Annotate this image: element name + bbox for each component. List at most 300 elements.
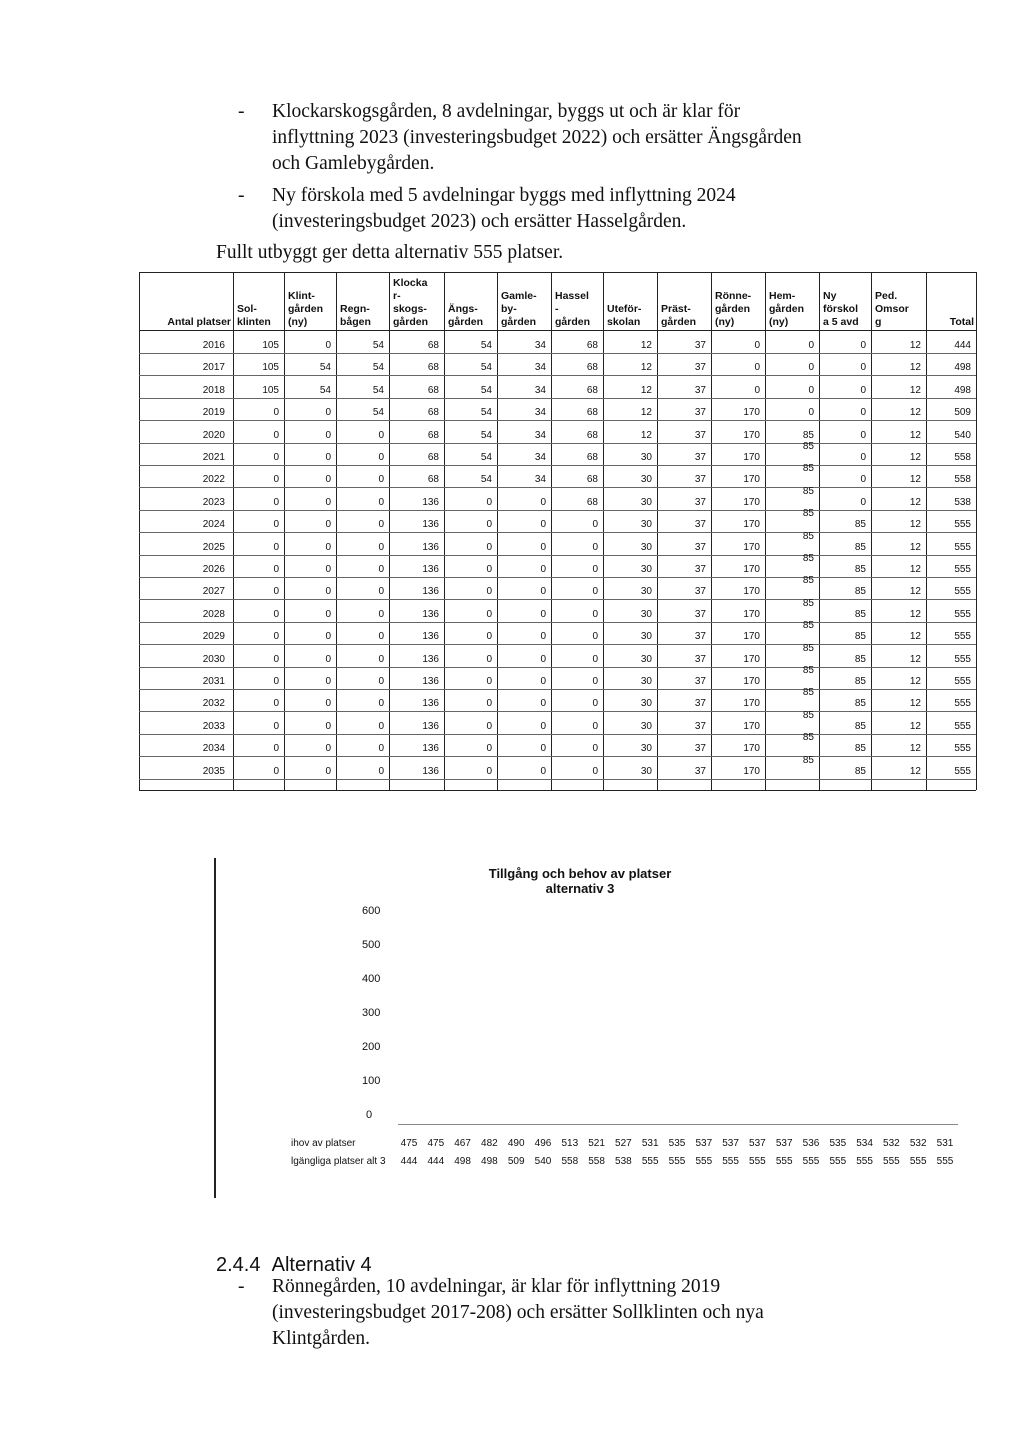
table-value-cell: 30 [640,720,652,732]
table-value-cell: 37 [694,541,706,553]
table-row-line [139,689,976,690]
table-value-cell: 12 [909,384,921,396]
table-value-cell: 0 [860,496,866,508]
table-value-cell: 12 [909,340,921,351]
table-value-cell: 68 [586,340,598,351]
table-value-cell: 0 [540,564,546,575]
table-value-cell: 12 [909,362,921,374]
table-value-cell: 0 [273,496,279,508]
series-value: 444 [427,1156,445,1167]
table-value-cell: 444 [954,340,971,351]
table-value-cell: 37 [694,720,706,732]
table-value-cell: 0 [486,586,492,598]
table-value-cell: 37 [694,519,706,531]
table-value-cell: 0 [273,653,279,665]
table-value-cell: 85 [854,564,866,575]
table-value-cell: 85 [854,519,866,531]
table-value-cell: 136 [422,608,439,620]
table-value-cell: 0 [325,720,331,732]
table-value-cell: 54 [319,362,331,374]
table-value-cell: 105 [262,340,279,351]
table-value-cell: 555 [954,653,971,665]
table-value-cell: 170 [743,496,760,508]
y-tick-label: 400 [362,973,381,985]
table-header-cell: r- [393,290,401,302]
table-value-cell: 68 [427,407,439,419]
table-value-cell: 0 [325,541,331,553]
table-value-cell: 0 [378,698,384,710]
table-value-cell: 0 [540,586,546,598]
table-value-cell: 170 [743,765,760,777]
table-value-cell: 54 [480,384,492,396]
table-value-cell: 0 [592,586,598,598]
table-value-cell: 170 [743,631,760,643]
table-value-cell: 509 [954,407,971,419]
table-year-cell: 2020 [202,429,225,441]
table-value-cell: 37 [694,653,706,665]
series-label: ihov av platser [291,1138,356,1149]
table-row-line [139,398,976,399]
table-value-cell: 85 [802,754,814,766]
table-value-cell: 54 [372,340,384,351]
table-header-cell: gården [555,316,591,328]
table-value-cell: 85 [802,485,814,497]
table-value-cell: 0 [325,631,331,643]
table-value-cell: 37 [694,407,706,419]
table-header-cell: skogs- [393,303,427,315]
table-value-cell: 0 [486,743,492,755]
table-value-cell: 30 [640,631,652,643]
table-value-cell: 0 [540,720,546,732]
table-header-cell: - [555,303,559,315]
table-value-cell: 0 [378,429,384,441]
places-table [139,272,976,820]
table-value-cell: 30 [640,586,652,598]
series-value: 532 [883,1138,900,1149]
table-value-cell: 37 [694,608,706,620]
table-row-line [139,487,976,488]
intro-bullet-1 [238,99,858,179]
series-value: 509 [507,1156,525,1167]
table-value-cell: 0 [808,384,814,396]
table-value-cell: 12 [909,541,921,553]
table-year-cell: 2033 [202,720,225,732]
table-value-cell: 136 [422,541,439,553]
table-value-cell: 12 [640,407,652,419]
table-value-cell: 34 [534,407,546,419]
table-value-cell: 0 [592,541,598,553]
table-value-cell: 170 [743,653,760,665]
table-value-cell: 37 [694,765,706,777]
series-value: 527 [615,1138,632,1149]
table-header-cell: Hassel [555,290,589,302]
table-value-cell: 0 [486,496,492,508]
series-value: 558 [588,1156,605,1167]
table-header-cell: Ny [823,290,837,302]
table-value-cell: 555 [954,519,971,531]
table-value-cell: 85 [802,732,814,744]
table-value-cell: 555 [954,765,971,777]
table-value-cell: 12 [640,429,652,441]
table-value-cell: 37 [694,631,706,643]
table-header-cell: Präst- [661,303,691,315]
table-value-cell: 0 [378,653,384,665]
section-title: Alternativ 4 [271,1254,372,1276]
table-value-cell: 85 [802,508,814,520]
table-year-cell: 2021 [202,452,225,463]
series-value: 521 [588,1138,605,1149]
table-value-cell: 30 [640,452,652,463]
table-value-cell: 85 [802,687,814,699]
table-header-cell: bågen [340,316,371,328]
series-value: 555 [802,1156,820,1167]
table-value-cell: 12 [909,452,921,463]
table-value-cell: 0 [273,698,279,710]
bullet-line: (investeringsbudget 2023) och ersätter Hasselgården. [272,211,687,232]
table-value-cell: 0 [540,653,546,665]
table-value-cell: 68 [586,452,598,463]
table-value-cell: 0 [592,564,598,575]
table-value-cell: 12 [909,653,921,665]
table-value-cell: 0 [378,564,384,575]
table-value-cell: 0 [860,407,866,419]
table-value-cell: 0 [592,743,598,755]
table-value-cell: 0 [540,765,546,777]
y-tick-label: 600 [362,905,381,917]
table-row-line [139,644,976,645]
table-value-cell: 68 [586,384,598,396]
table-year-cell: 2027 [202,586,225,598]
y-tick-label: 100 [362,1075,381,1087]
table-row-line [139,375,976,376]
table-value-cell: 136 [422,676,439,687]
table-value-cell: 170 [743,676,760,687]
series-value: 482 [481,1138,498,1149]
series-value: 467 [454,1138,471,1149]
series-value: 555 [775,1156,793,1167]
y-tick-label: 500 [362,939,381,951]
table-value-cell: 0 [486,631,492,643]
series-value: 558 [561,1156,579,1167]
table-value-cell: 0 [754,384,760,396]
series-value: 475 [427,1138,445,1149]
series-value: 498 [454,1156,471,1167]
table-value-cell: 34 [534,384,546,396]
series-value: 490 [507,1138,525,1149]
table-value-cell: 555 [954,676,971,687]
table-value-cell: 0 [540,743,546,755]
table-value-cell: 85 [802,575,814,587]
series-value: 555 [829,1156,847,1167]
table-value-cell: 0 [592,631,598,643]
table-value-cell: 0 [486,608,492,620]
table-value-cell: 0 [808,407,814,419]
table-value-cell: 0 [325,474,331,486]
table-year-cell: 2018 [202,384,225,396]
bullet-line: och Gamlebygården. [272,153,435,174]
series-value: 538 [615,1156,632,1167]
table-value-cell: 30 [640,541,652,553]
table-value-cell: 85 [854,586,866,598]
table-header-cell: gården [448,316,484,328]
section-number: 2.4.4 [216,1254,261,1276]
table-value-cell: 0 [378,676,384,687]
table-value-cell: 0 [592,698,598,710]
table-value-cell: 0 [325,452,331,463]
table-value-cell: 37 [694,340,706,351]
table-value-cell: 85 [802,553,814,564]
table-value-cell: 555 [954,631,971,643]
table-value-cell: 0 [486,541,492,553]
table-value-cell: 30 [640,698,652,710]
table-bottom-border [139,790,976,791]
table-year-cell: 2019 [202,407,225,419]
table-value-cell: 0 [540,496,546,508]
table-value-cell: 0 [860,429,866,441]
bullet-line: Klockarskogsgården, 8 avdelningar, byggs ut och är klar för [272,101,741,122]
table-header-cell: Ped. [875,290,898,302]
table-value-cell: 555 [954,743,971,755]
table-year-cell: 2031 [202,676,225,687]
table-value-cell: 170 [743,519,760,531]
table-value-cell: 37 [694,698,706,710]
table-header-cell: Regn- [340,303,370,315]
table-year-cell: 2034 [202,743,225,755]
table-value-cell: 0 [540,698,546,710]
table-value-cell: 498 [954,384,971,396]
table-value-cell: 170 [743,452,760,463]
table-value-cell: 0 [273,765,279,777]
table-row-line [139,756,976,757]
table-value-cell: 68 [427,384,439,396]
table-header-cell: Total [949,316,974,328]
series-value: 555 [909,1156,927,1167]
table-year-cell: 2028 [202,608,225,620]
series-value: 475 [400,1138,418,1149]
table-row-line [139,711,976,712]
bullet-line: Klintgården. [272,1328,371,1349]
table-value-cell: 37 [694,429,706,441]
table-value-cell: 0 [273,608,279,620]
series-value: 531 [936,1138,954,1149]
table-value-cell: 0 [325,519,331,531]
series-value: 555 [936,1156,954,1167]
table-value-cell: 85 [854,743,866,755]
series-value: 537 [749,1138,766,1149]
table-value-cell: 0 [325,340,331,351]
table-value-cell: 12 [909,586,921,598]
series-value: 535 [668,1138,686,1149]
table-value-cell: 0 [325,765,331,777]
table-value-cell: 34 [534,452,546,463]
table-header-border [139,330,976,331]
table-value-cell: 0 [808,362,814,374]
table-row-line [139,420,976,421]
table-value-cell: 85 [802,709,814,721]
table-value-cell: 0 [860,452,866,463]
table-header-cell: (ny) [715,316,735,328]
bullet-line: (investeringsbudget 2017-208) och ersätter Sollklinten och nya [272,1302,764,1323]
table-value-cell: 30 [640,765,652,777]
table-value-cell: 85 [802,530,814,542]
table-value-cell: 30 [640,474,652,486]
table-value-cell: 136 [422,631,439,643]
table-value-cell: 0 [273,452,279,463]
intro-bullet-2 [238,183,858,237]
series-value: 496 [534,1138,552,1149]
table-value-cell: 37 [694,743,706,755]
table-value-cell: 0 [273,519,279,531]
table-value-cell: 0 [325,564,331,575]
table-value-cell: 68 [427,362,439,374]
chart-title: Tillgång och behov av platser alternativ 3 [488,866,672,896]
series-label: lgängliga platser alt 3 [291,1156,386,1167]
table-row-line [139,555,976,556]
table-value-cell: 0 [486,720,492,732]
table-value-cell: 12 [640,384,652,396]
table-header-cell: Omsor [875,303,909,315]
table-value-cell: 68 [586,429,598,441]
table-value-cell: 170 [743,429,760,441]
table-value-cell: 0 [486,676,492,687]
series-value: 540 [534,1156,552,1167]
table-value-cell: 37 [694,564,706,575]
series-value: 498 [481,1156,498,1167]
table-value-cell: 0 [325,608,331,620]
table-value-cell: 0 [273,541,279,553]
table-value-cell: 12 [909,720,921,732]
table-header-cell: by- [501,303,517,315]
table-value-cell: 12 [909,676,921,687]
table-row-line [139,622,976,623]
table-value-cell: 68 [427,340,439,351]
table-header-cell: gården [661,316,697,328]
table-header-cell: Klocka [393,277,428,289]
table-value-cell: 558 [954,474,971,486]
table-year-cell: 2030 [202,653,225,665]
series-value: 513 [561,1138,579,1149]
table-row-line [139,667,976,668]
table-value-cell: 0 [486,765,492,777]
table-value-cell: 85 [854,608,866,620]
table-value-cell: 540 [954,429,971,441]
table-header-cell: Ängs- [448,303,478,315]
table-value-cell: 0 [378,608,384,620]
table-value-cell: 68 [427,452,439,463]
table-year-cell: 2023 [202,496,225,508]
table-value-cell: 85 [854,720,866,732]
table-value-cell: 555 [954,720,971,732]
table-value-cell: 0 [273,743,279,755]
table-header-cell: förskol [823,303,859,315]
table-value-cell: 0 [378,586,384,598]
table-value-cell: 136 [422,743,439,755]
table-header-cell: gården [715,303,751,315]
series-value: 555 [668,1156,686,1167]
table-value-cell: 0 [754,362,760,374]
table-value-cell: 0 [325,496,331,508]
bullet-line: Ny förskola med 5 avdelningar byggs med inflyttning 2024 [272,185,736,206]
table-value-cell: 37 [694,362,706,374]
series-value: 444 [400,1156,418,1167]
table-value-cell: 54 [372,384,384,396]
table-row-line [139,599,976,600]
series-value: 531 [641,1138,659,1149]
table-value-cell: 0 [860,384,866,396]
table-value-cell: 0 [325,429,331,441]
table-value-cell: 54 [480,407,492,419]
table-header-cell: Klint- [288,290,315,302]
table-value-cell: 136 [422,519,439,531]
table-value-cell: 85 [854,541,866,553]
table-value-cell: 34 [534,362,546,374]
table-value-cell: 0 [486,564,492,575]
table-value-cell: 170 [743,698,760,710]
table-value-cell: 85 [854,676,866,687]
table-header-cell: gården [501,316,537,328]
table-value-cell: 12 [909,519,921,531]
table-value-cell: 555 [954,586,971,598]
table-value-cell: 37 [694,384,706,396]
table-value-cell: 0 [378,765,384,777]
table-value-cell: 0 [273,474,279,486]
section-bullet [238,1274,858,1354]
table-header-cell: Uteför- [607,303,642,315]
table-value-cell: 34 [534,429,546,441]
table-value-cell: 136 [422,720,439,732]
table-value-cell: 170 [743,474,760,486]
chart-left-border [214,858,216,1198]
table-value-cell: 498 [954,362,971,374]
series-value: 555 [722,1156,739,1167]
table-value-cell: 54 [480,452,492,463]
series-value: 555 [695,1156,713,1167]
table-value-cell: 0 [325,676,331,687]
table-header-cell: Rönne- [715,290,752,302]
table-row-line [139,353,976,354]
table-value-cell: 0 [592,765,598,777]
table-value-cell: 0 [540,608,546,620]
table-value-cell: 68 [427,429,439,441]
table-value-cell: 0 [540,541,546,553]
bullet-dash: - [238,1276,245,1297]
table-value-cell: 555 [954,608,971,620]
table-value-cell: 555 [954,541,971,553]
table-value-cell: 12 [909,698,921,710]
series-value: 537 [722,1138,739,1149]
table-value-cell: 0 [592,608,598,620]
table-year-cell: 2025 [202,541,225,553]
table-header-cell: skolan [607,316,641,328]
table-value-cell: 136 [422,698,439,710]
table-value-cell: 0 [860,362,866,374]
series-value: 555 [749,1156,766,1167]
table-value-cell: 0 [273,720,279,732]
table-value-cell: 0 [325,743,331,755]
table-value-cell: 30 [640,608,652,620]
table-value-cell: 30 [640,743,652,755]
table-value-cell: 0 [378,541,384,553]
bullet-line: Rönnegården, 10 avdelningar, är klar för inflyttning 2019 [272,1276,721,1297]
table-value-cell: 0 [540,676,546,687]
table-header-cell: (ny) [769,316,789,328]
table-value-cell: 0 [273,429,279,441]
table-value-cell: 0 [273,586,279,598]
table-value-cell: 85 [854,765,866,777]
table-header-cell: g [875,316,882,328]
table-value-cell: 136 [422,586,439,598]
table-value-cell: 0 [540,631,546,643]
